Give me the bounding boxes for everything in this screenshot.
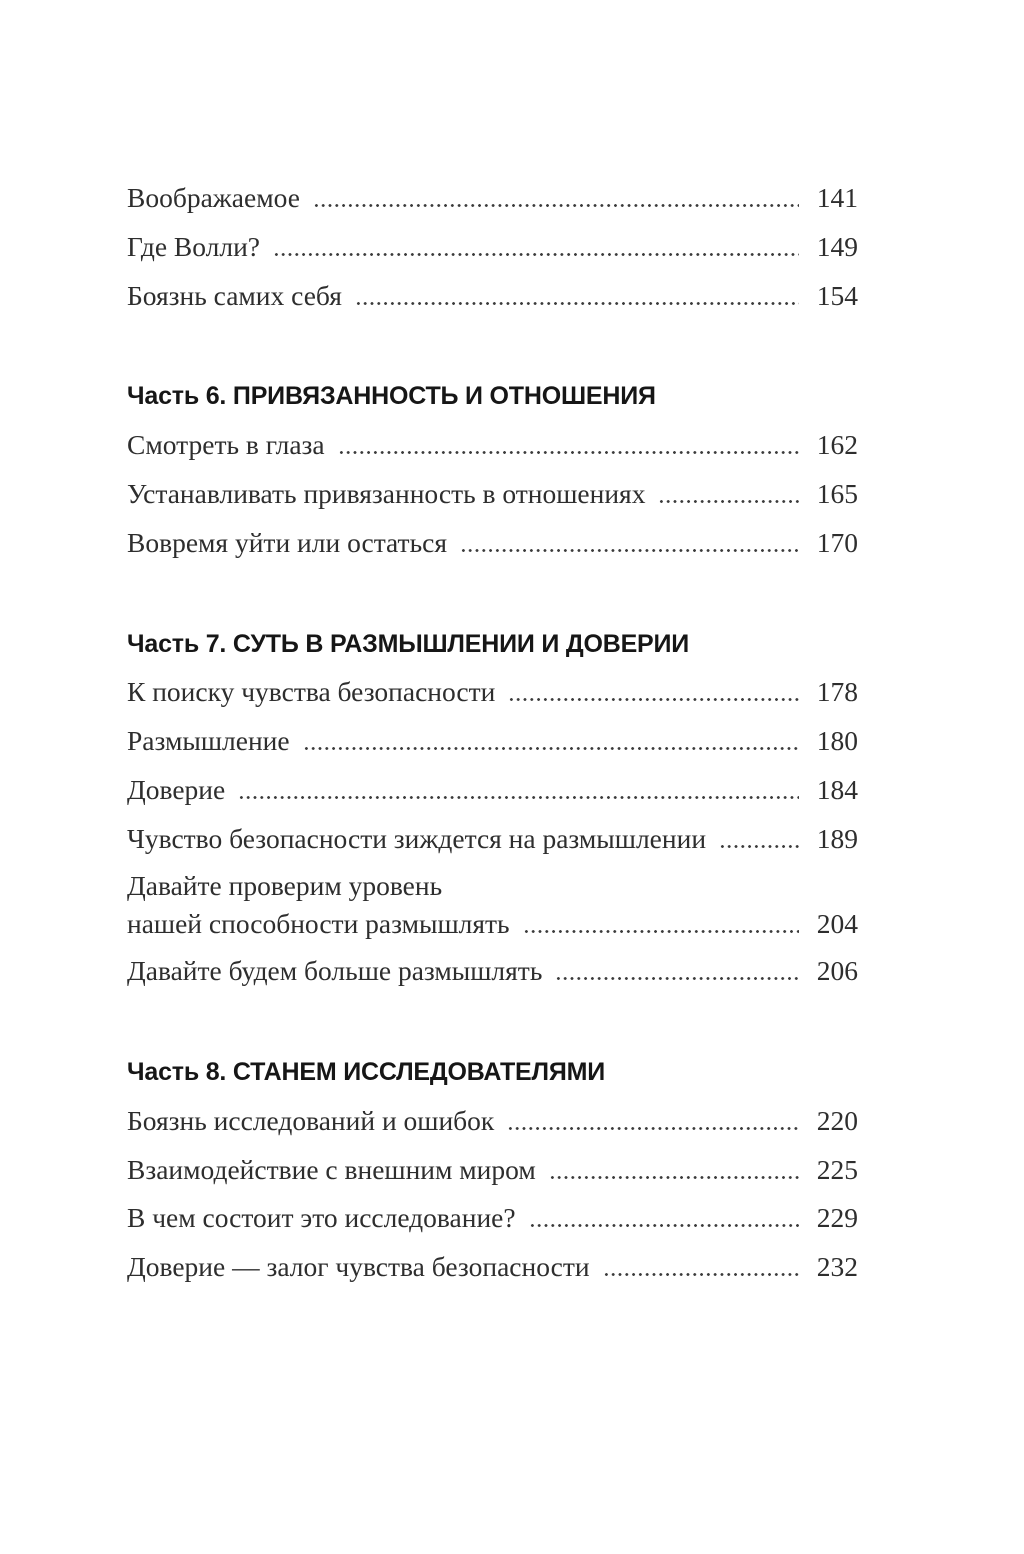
dotted-leader [460,549,799,552]
toc-page-number: 229 [816,1202,858,1234]
toc-entry [127,766,858,815]
toc-entry-line [127,867,858,906]
dotted-leader [603,1273,799,1276]
toc-entry [127,174,858,223]
dotted-leader [313,204,799,207]
toc-entry-title: Давайте будем больше размышлять [127,955,543,987]
toc-page-number: 162 [816,429,858,461]
toc-page-number: 180 [816,725,858,757]
toc-entry-title: Доверие [127,773,226,805]
toc-section-header: Часть 7. СУТЬ В РАЗМЫШЛЕНИИ И ДОВЕРИИ [127,629,690,658]
toc-entry [127,272,858,321]
dotted-leader [507,1127,799,1130]
toc-entry [127,1243,858,1292]
toc-entry [127,519,858,568]
toc-entry [127,947,858,996]
toc-entry [127,223,858,272]
toc-entry-title: В чем состоит это исследование? [127,1202,516,1234]
toc-page-number: 170 [816,526,858,558]
toc-entry [127,815,858,864]
dotted-leader [719,845,799,848]
toc-entry [127,905,858,944]
toc-entry-title: Взаимодействие с внешним миром [127,1153,536,1185]
dotted-leader [238,796,799,799]
toc-page-number: 232 [816,1251,858,1283]
toc-entry-title: Давайте проверим уровень [127,869,443,901]
toc-entry-title: Доверие — залог чувства безопасности [127,1251,590,1283]
toc-entry-title: Размышление [127,725,290,757]
dotted-leader [508,698,799,701]
toc-entry [127,867,858,945]
toc-entry-title: Где Волли? [127,230,261,262]
dotted-leader [338,451,799,454]
toc-section-header: Часть 8. СТАНЕМ ИССЛЕДОВАТЕЛЯМИ [127,1057,606,1086]
dotted-leader [555,977,799,980]
toc-page-number: 154 [816,279,858,311]
toc-entry [127,1146,858,1195]
toc-entry-title: Боязнь самих себя [127,279,342,311]
dotted-leader [355,302,799,305]
dotted-leader [523,930,799,933]
toc-section-header: Часть 6. ПРИВЯЗАННОСТЬ И ОТНОШЕНИЯ [127,382,656,411]
dotted-leader [549,1176,799,1179]
table-of-contents [127,174,858,1292]
toc-page-number: 204 [816,908,858,940]
toc-page-number: 178 [816,676,858,708]
toc-entry [127,421,858,470]
toc-entry-title: Вовремя уйти или остаться [127,526,447,558]
toc-entry [127,668,858,717]
toc-page-number: 141 [816,182,858,213]
toc-entry [127,1097,858,1146]
toc-entry-title: Чувство безопасности зиждется на размышлении [127,822,707,854]
toc-entry [127,1194,858,1243]
toc-entry [127,470,858,519]
toc-page-number: 220 [816,1104,858,1136]
dotted-leader [273,253,799,256]
dotted-leader [529,1224,799,1227]
toc-page-number: 149 [816,230,858,262]
toc-entry-title: нашей способности размышлять [127,908,510,940]
toc-page-number: 206 [816,955,858,987]
toc-entry [127,717,858,766]
toc-entry-title: Смотреть в глаза [127,429,325,461]
toc-entry-title: К поиску чувства безопасности [127,676,496,708]
toc-entry-title: Боязнь исследований и ошибок [127,1104,495,1136]
toc-page-number: 225 [816,1153,858,1185]
toc-page-number: 184 [816,773,858,805]
dotted-leader [303,747,799,750]
toc-page-number: 165 [816,477,858,509]
toc-entry-title: Воображаемое [127,182,300,213]
toc-entry-title: Устанавливать привязанность в отношениях [127,477,646,509]
toc-page-number: 189 [816,822,858,854]
dotted-leader [658,500,799,503]
